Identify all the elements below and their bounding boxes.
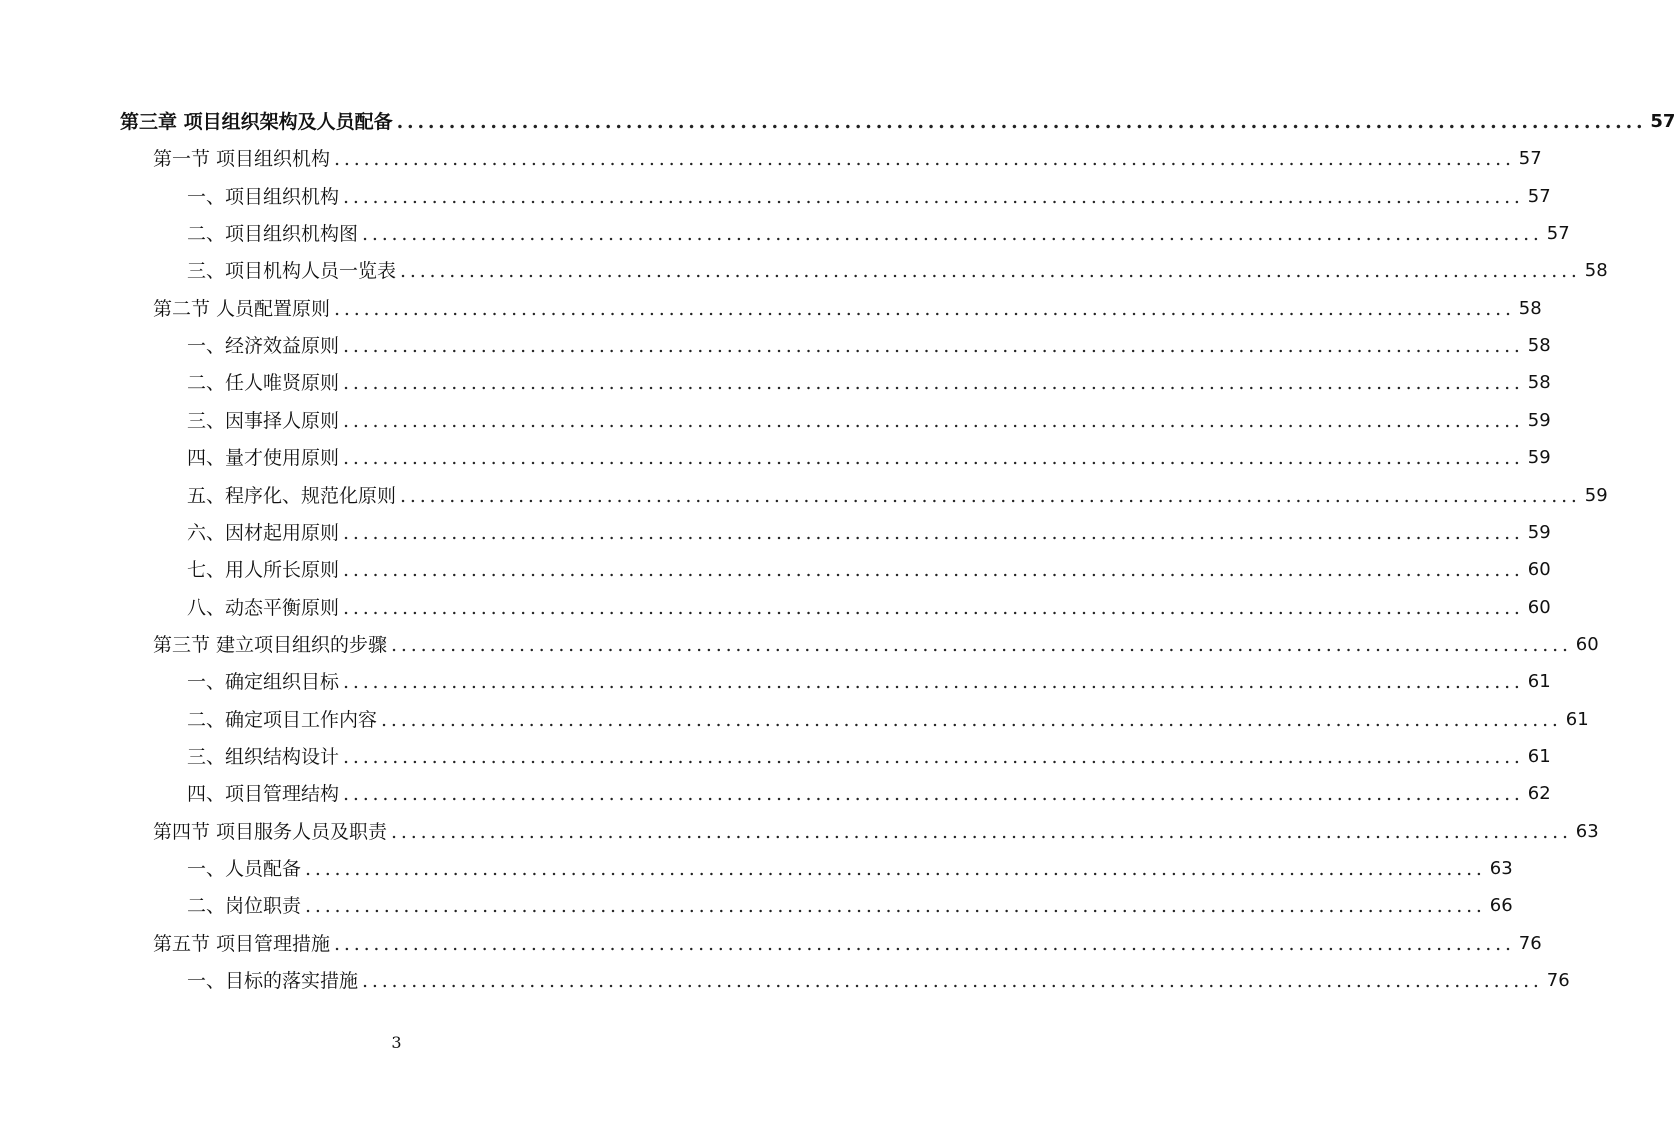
toc-dot-leader: ........................................................................................................................ (362, 223, 1543, 246)
toc-entry-label: 第四节 项目服务人员及职责 (153, 820, 388, 843)
toc-section-entry[interactable] (153, 627, 1599, 657)
toc-entry-page-number: 57 (1518, 148, 1542, 170)
toc-dot-leader: ........................................................................................................................ (305, 895, 1486, 918)
toc-subsection-entry[interactable] (187, 739, 1551, 769)
toc-entry-page-number: 58 (1527, 335, 1551, 357)
toc-dot-leader: ........................................................................................................................ (305, 858, 1486, 880)
toc-entry-label: 一、经济效益原则 (187, 335, 340, 358)
toc-entry-page-number: 59 (1527, 521, 1551, 543)
toc-entry-page-number: 66 (1489, 895, 1513, 917)
toc-dot-leader: ........................................................................................................................ (334, 297, 1515, 320)
toc-entry-page-number: 59 (1584, 484, 1608, 506)
toc-entry-label: 三、组织结构设计 (187, 745, 340, 768)
toc-entry-label: 六、因材起用原则 (187, 521, 340, 544)
toc-chapter-entry[interactable] (120, 104, 1675, 134)
toc-entry-page-number: 57 (1650, 111, 1675, 132)
toc-dot-leader: ........................................................................................................................ (362, 970, 1543, 993)
toc-dot-leader: ........................................................................................................................ (396, 111, 1647, 133)
toc-section-entry[interactable] (153, 291, 1542, 321)
toc-subsection-entry[interactable] (187, 179, 1551, 209)
toc-entry-label: 一、项目组织机构 (187, 185, 340, 208)
toc-entry-label: 五、程序化、规范化原则 (187, 484, 397, 507)
toc-entry-label: 一、确定组织目标 (187, 671, 340, 694)
toc-entry-page-number: 61 (1527, 671, 1551, 693)
toc-subsection-entry[interactable] (187, 963, 1570, 993)
toc-entry-label: 七、用人所长原则 (187, 559, 340, 582)
toc-dot-leader: ........................................................................................................................ (391, 820, 1572, 843)
toc-dot-leader: ........................................................................................................................ (343, 783, 1524, 806)
toc-entry-page-number: 60 (1527, 596, 1551, 618)
toc-entry-page-number: 76 (1518, 932, 1542, 954)
toc-dot-leader: ........................................................................................................................ (334, 148, 1515, 171)
toc-entry-page-number: 63 (1575, 820, 1599, 842)
toc-entry-label: 三、因事择人原则 (187, 409, 340, 432)
toc-subsection-entry[interactable] (187, 552, 1551, 582)
toc-subsection-entry[interactable] (187, 702, 1589, 732)
toc-dot-leader: ........................................................................................................................ (343, 372, 1524, 395)
toc-entry-page-number: 60 (1575, 633, 1599, 655)
toc-entry-page-number: 58 (1527, 372, 1551, 394)
toc-subsection-entry[interactable] (187, 515, 1551, 545)
toc-subsection-entry[interactable] (187, 440, 1551, 470)
toc-dot-leader: ........................................................................................................................ (343, 671, 1524, 694)
toc-dot-leader: ........................................................................................................................ (391, 633, 1572, 656)
toc-entry-label: 二、岗位职责 (187, 895, 302, 918)
toc-entry-page-number: 76 (1546, 970, 1570, 992)
toc-entry-page-number: 57 (1527, 185, 1551, 207)
toc-subsection-entry[interactable] (187, 216, 1570, 246)
toc-subsection-entry[interactable] (187, 776, 1551, 806)
toc-dot-leader: ........................................................................................................................ (343, 409, 1524, 432)
toc-subsection-entry[interactable] (187, 328, 1551, 358)
toc-entry-page-number: 58 (1584, 260, 1608, 282)
toc-dot-leader: ........................................................................................................................ (381, 708, 1562, 731)
toc-dot-leader: ........................................................................................................................ (334, 932, 1515, 955)
toc-dot-leader: ........................................................................................................................ (343, 521, 1524, 544)
toc-entry-page-number: 61 (1527, 745, 1551, 767)
toc-entry-page-number: 60 (1527, 559, 1551, 581)
toc-entry-page-number: 63 (1489, 858, 1513, 879)
toc-entry-page-number: 59 (1527, 447, 1551, 469)
toc-entry-label: 二、确定项目工作内容 (187, 708, 378, 731)
toc-dot-leader: ........................................................................................................................ (343, 559, 1524, 582)
toc-subsection-entry[interactable] (187, 664, 1551, 694)
toc-entry-label: 二、任人唯贤原则 (187, 372, 340, 395)
toc-entry-label: 三、项目机构人员一览表 (187, 260, 397, 283)
toc-dot-leader: ........................................................................................................................ (343, 335, 1524, 358)
toc-entry-page-number: 61 (1565, 708, 1589, 730)
toc-entry-label: 一、人员配备 (187, 858, 302, 880)
toc-entry-label: 第五节 项目管理措施 (153, 932, 331, 955)
toc-section-entry[interactable] (153, 926, 1542, 956)
toc-entry-label: 第三节 建立项目组织的步骤 (153, 633, 388, 656)
toc-entry-page-number: 62 (1527, 783, 1551, 805)
toc-dot-leader: ........................................................................................................................ (343, 745, 1524, 768)
toc-subsection-entry[interactable] (187, 851, 1513, 881)
toc-entry-label: 一、目标的落实措施 (187, 970, 359, 993)
toc-entry-page-number: 57 (1546, 223, 1570, 245)
page-number: 3 (391, 1033, 402, 1052)
toc-dot-leader: ........................................................................................................................ (343, 447, 1524, 470)
toc-dot-leader: ........................................................................................................................ (343, 185, 1524, 208)
toc-entry-label: 四、项目管理结构 (187, 783, 340, 806)
toc-entry-label: 第三章 项目组织架构及人员配备 (120, 111, 393, 133)
toc-dot-leader: ........................................................................................................................ (400, 484, 1581, 507)
toc-entry-label: 四、量才使用原则 (187, 447, 340, 470)
toc-entry-label: 八、动态平衡原则 (187, 596, 340, 619)
toc-dot-leader: ........................................................................................................................ (400, 260, 1581, 283)
toc-subsection-entry[interactable] (187, 478, 1608, 508)
toc-section-entry[interactable] (153, 141, 1542, 171)
toc-entry-page-number: 58 (1518, 297, 1542, 319)
toc-entry-label: 第二节 人员配置原则 (153, 297, 331, 320)
toc-subsection-entry[interactable] (187, 253, 1608, 283)
toc-section-entry[interactable] (153, 814, 1599, 844)
toc-entry-label: 二、项目组织机构图 (187, 223, 359, 246)
toc-dot-leader: ........................................................................................................................ (343, 596, 1524, 619)
toc-entry-page-number: 59 (1527, 409, 1551, 431)
toc-subsection-entry[interactable] (187, 888, 1513, 918)
toc-subsection-entry[interactable] (187, 365, 1551, 395)
toc-subsection-entry[interactable] (187, 590, 1551, 620)
toc-subsection-entry[interactable] (187, 403, 1551, 433)
toc-entry-label: 第一节 项目组织机构 (153, 148, 331, 171)
